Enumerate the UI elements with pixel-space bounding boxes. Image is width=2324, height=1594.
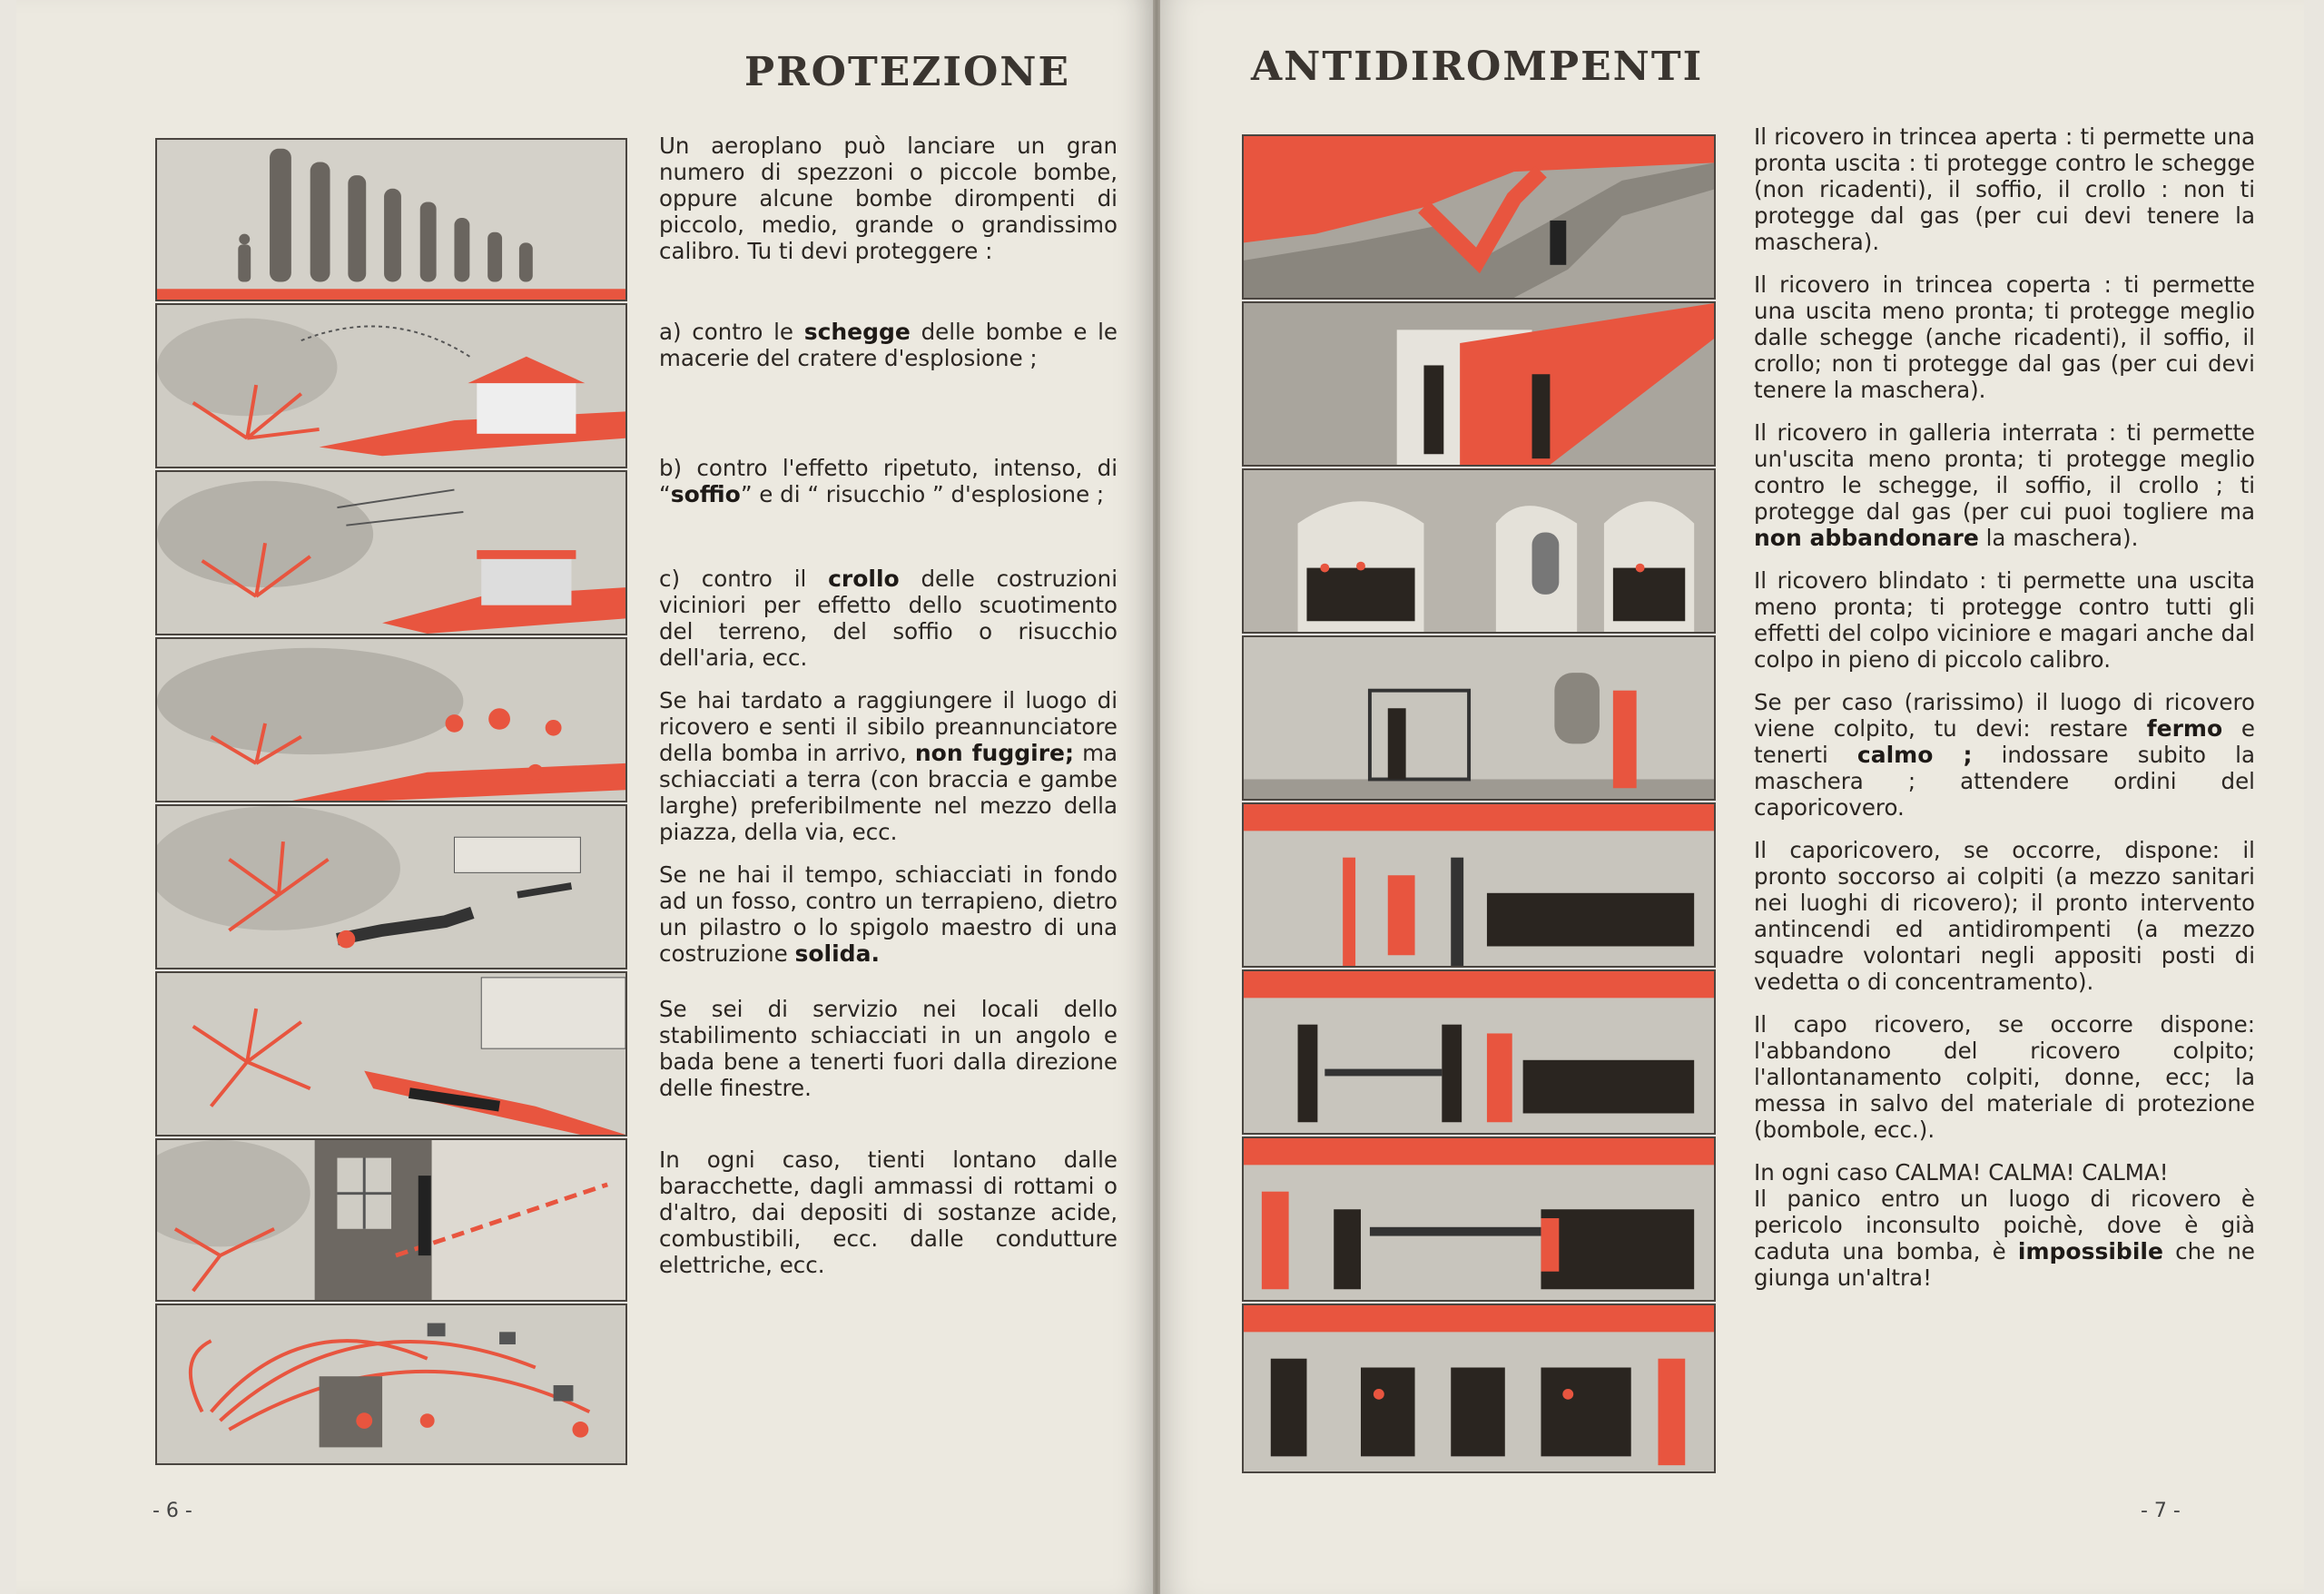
bold-schegge: schegge bbox=[803, 319, 911, 345]
illus-open-trench bbox=[1242, 134, 1716, 300]
right-text-column bbox=[1754, 123, 2255, 1307]
left-text-column bbox=[659, 133, 1118, 1294]
bold-solida: solida. bbox=[794, 940, 880, 967]
page-number-left: - 6 - bbox=[153, 1500, 192, 1522]
illus-debris bbox=[155, 1304, 627, 1465]
bold-impossibile: impossibile bbox=[2017, 1238, 2163, 1264]
paragraph-blindato: Il ricovero blindato : ti permette una uscita meno pronta; ti protegge contro tutti gli effetti del colpo viciniore e magari anche dal colpo in pieno di piccolo calibro. bbox=[1754, 567, 2255, 673]
bold-crollo: crollo bbox=[828, 566, 900, 592]
paragraph-trincea-aperta: Il ricovero in trincea aperta : ti permette una pronta uscita : ti protegge contro le schegge (non ricadenti), il soffio, il crollo : non ti protegge dal gas (per cui devi tenere la maschera). bbox=[1754, 123, 2255, 255]
illus-underground-gallery bbox=[1242, 468, 1716, 634]
paragraph-caporicovero: Il caporicovero, se occorre, dispone: il pronto soccorso ai colpiti (a mezzo sanitari nei luoghi di ricovero); il pronto intervento antincendi ed antidirompenti (a mezzo squadre volontari negli appositi posti di vedetta o di concentramento). bbox=[1754, 837, 2255, 995]
right-illustration-strip bbox=[1242, 134, 1716, 1473]
illus-collapse bbox=[155, 637, 627, 802]
page-number-right: - 7 - bbox=[2141, 1500, 2181, 1522]
bold-non-abbandonare: non abbandonare bbox=[1754, 525, 1979, 551]
paragraph-in-ogni-caso: In ogni caso, tienti lontano dalle baracchette, dagli ammassi di rottami o d'altro, dai depositi di sostanze acide, combustibili, ecc. dalle condutture elettriche, ecc. bbox=[659, 1146, 1118, 1278]
paragraph-calma: In ogni caso CALMA! CALMA! CALMA! bbox=[1754, 1159, 2169, 1186]
paragraph-galleria: Il ricovero in galleria interrata : ti permette un'uscita meno pronta; ti protegge meglio contro le schegge, il soffio, il crollo ; ti protegge dal gas (per cui puoi togliere ma non abbandonare la maschera). bbox=[1754, 419, 2255, 551]
bold-soffio: soffio bbox=[670, 481, 741, 507]
left-illustration-strip bbox=[155, 138, 627, 1465]
item-b: b) contro l'effetto ripetuto, intenso, di “soffio” e di “ risucchio ” d'esplosione ; bbox=[659, 455, 1118, 507]
paragraph-trincea-coperta: Il ricovero in trincea coperta : ti permette una uscita meno pronta; ti protegge meglio dalle schegge (anche ricadenti), il soffio, il crollo; non ti protegge dal gas (per cui devi tenere la maschera). bbox=[1754, 271, 2255, 403]
bold-fermo: fermo bbox=[2146, 715, 2223, 742]
paragraph-colpito: Se per caso (rarissimo) il luogo di ricovero viene colpito, tu devi: restare fermo e tenerti calmo ; indossare subito la maschera ; attendere ordini del caporicovero. bbox=[1754, 689, 2255, 821]
illus-hit-shelter-1 bbox=[1242, 802, 1716, 968]
paragraph-non-fuggire: Se hai tardato a raggiungere il luogo di ricovero e senti il sibilo preannunciatore della bomba in arrivo, non fuggire; ma schiacciati a terra (con braccia e gambe larghe) preferibilmente nel mezzo della piazza, della via, ecc. bbox=[659, 687, 1118, 845]
item-c: c) contro il crollo delle costruzioni viciniori per effetto dello scuotimento del terreno, del soffio o risucchio dell'aria, ecc. bbox=[659, 566, 1118, 671]
left-page bbox=[16, 0, 1153, 1594]
page-title-left: PROTEZIONE bbox=[744, 49, 1071, 95]
paragraph-capo-ricovero: Il capo ricovero, se occorre dispone: l'abbandono del ricovero colpito; l'allontanamento colpiti, donne, ecc; la messa in salvo del materiale di protezione (bombole, ecc.). bbox=[1754, 1011, 2255, 1143]
illus-covered-trench bbox=[1242, 301, 1716, 467]
paragraph-servizio: Se sei di servizio nei locali dello stabilimento schiacciati in un angolo e bada bene a tenerti fuori dalla direzione delle finestre. bbox=[659, 996, 1118, 1101]
illus-blast-wave bbox=[155, 470, 627, 635]
illus-armored-shelter bbox=[1242, 635, 1716, 801]
item-a: a) contro le schegge delle bombe e le macerie del cratere d'esplosione ; bbox=[659, 319, 1118, 371]
intro-paragraph: Un aeroplano può lanciare un gran numero di spezzoni o piccole bombe, oppure alcune bombe dirompenti di piccolo, medio, grande o grandissimo calibro. Tu ti devi proteggere : bbox=[659, 133, 1118, 264]
bold-calmo: calmo ; bbox=[1856, 742, 1973, 768]
paragraph-panico: Il panico entro un luogo di ricovero è pericolo inconsulto poichè, dove è già caduta una bomba, è impossibile che ne giunga un'altra! bbox=[1754, 1186, 2255, 1291]
paragraph-fosso: Se ne hai il tempo, schiacciati in fondo ad un fosso, contro un terrapieno, dietro un pilastro o lo spigolo maestro di una costruzione solida. bbox=[659, 861, 1118, 967]
illus-indoor-corner bbox=[155, 1138, 627, 1302]
illus-ditch bbox=[155, 971, 627, 1136]
illus-bombs-sizes bbox=[155, 138, 627, 301]
illus-lie-flat bbox=[155, 804, 627, 969]
right-page bbox=[1160, 0, 2304, 1594]
illus-evacuation bbox=[1242, 1304, 1716, 1473]
illus-hit-shelter-3 bbox=[1242, 1136, 1716, 1302]
bold-non-fuggire: non fuggire; bbox=[914, 740, 1074, 766]
illus-hit-shelter-2 bbox=[1242, 969, 1716, 1135]
page-title-right: ANTIDIROMPENTI bbox=[1251, 44, 1704, 90]
illus-shrapnel-house bbox=[155, 303, 627, 468]
